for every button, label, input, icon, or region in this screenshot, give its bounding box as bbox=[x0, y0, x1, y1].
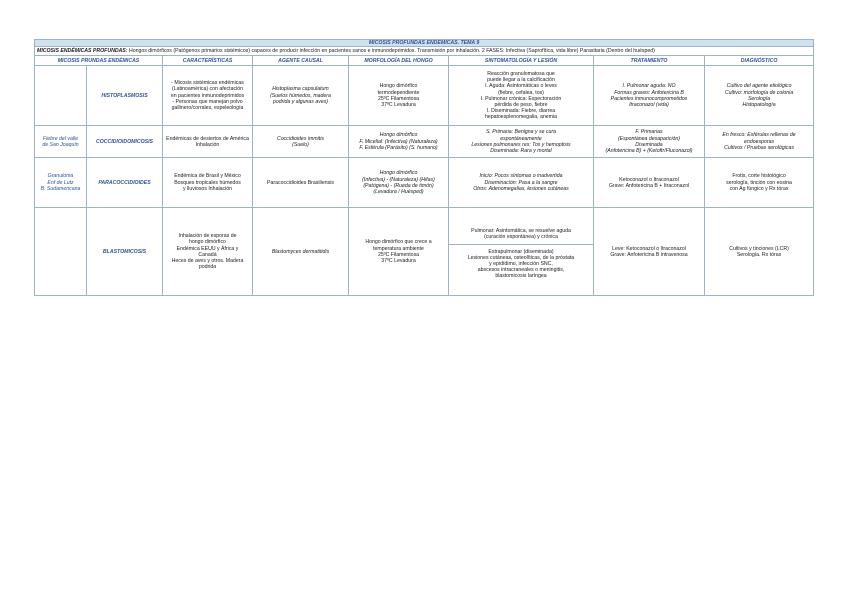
cell-text-line: abscesos intracraneales o meningitis, bbox=[477, 267, 565, 274]
table-row bbox=[35, 208, 814, 296]
cell-text-line: Cultivos / Pruebas serológicas bbox=[724, 144, 794, 151]
morphology-cell bbox=[349, 158, 449, 208]
cell-text-line: B. Sudamericana bbox=[40, 185, 81, 192]
cell-text-line: hongo dimórfico bbox=[189, 239, 226, 246]
cell-text-line: en pacientes inmunodeprimidos bbox=[170, 92, 245, 99]
cell-text-line: (Patógena) - (Rueda de timón) bbox=[363, 182, 434, 189]
causal-agent-cell bbox=[253, 158, 349, 208]
cell-text-line: 25ºC Filamentosa bbox=[377, 95, 420, 102]
treatment-cell bbox=[594, 66, 705, 126]
cell-text-line: - Micosis sistémicas endémicas bbox=[171, 80, 244, 87]
cell-text-line: 37ºC Levadura bbox=[381, 101, 416, 108]
cell-text-line: Canadá bbox=[198, 251, 217, 258]
cell-text-line: - Personas que manejan polvo bbox=[172, 98, 243, 105]
cell-text-line: F. Micelial: (Infectiva) (Naturaleza) bbox=[359, 138, 438, 145]
cell-text-line: Hongo dimórfico bbox=[379, 83, 418, 90]
causal-agent-cell bbox=[253, 126, 349, 158]
cell-text-line: temperatura ambiente bbox=[373, 245, 424, 252]
cell-text-line: F. Esférula (Parásito) (S. humano) bbox=[359, 144, 438, 151]
table-row bbox=[35, 158, 814, 208]
symptoms-pulmonary bbox=[449, 222, 593, 245]
cell-text-line: Otros: Adenomegalias, lesiones cutáneas bbox=[473, 185, 569, 192]
cell-text-line: Paracoccidioides Brasiliensis bbox=[267, 179, 334, 186]
cell-text-line: (Levadura / Huésped) bbox=[373, 188, 424, 195]
cell-text-line: Endémica de Brasil y México bbox=[174, 173, 241, 180]
cell-text-line: y lluviosos Inhalación bbox=[182, 185, 233, 192]
morphology-cell bbox=[349, 66, 449, 126]
cell-text-line: Enf de Lutz bbox=[47, 179, 74, 186]
cell-text-line: Frotis, corte histológico bbox=[732, 173, 786, 180]
cell-text-line: Hongo dimórfico bbox=[379, 132, 418, 139]
region-cell bbox=[35, 158, 87, 208]
cell-text-line: y epidídimo, infección SNC, bbox=[489, 261, 553, 268]
cell-text-line: Inicio: Pocos síntomas o inadvertida bbox=[479, 173, 563, 180]
diagnosis-cell bbox=[705, 66, 814, 126]
treatment-cell bbox=[594, 158, 705, 208]
cell-text-line: Pulmonar: Asintomática, se resuelve aguda bbox=[471, 227, 571, 234]
cell-text-line: Bosques tropicales húmedos bbox=[174, 179, 241, 186]
cell-text-line: pérdida de peso, fiebre bbox=[494, 101, 548, 108]
disease-name: PARACOCCIDIOIDES bbox=[87, 158, 163, 208]
cell-text-line: (fiebre, cefalea, tos) bbox=[498, 89, 544, 96]
table-row bbox=[35, 66, 814, 126]
cell-text-line: podrida y algunas aves) bbox=[272, 98, 329, 105]
endemic-mycoses-sheet bbox=[34, 39, 813, 296]
cell-text-line: I. Diseminada: Fiebre, diarrea bbox=[486, 107, 556, 114]
cell-text-line: Hongo dimórfico bbox=[379, 170, 418, 177]
cell-text-line: Grave: Anfotericina B + Itraconazol bbox=[608, 182, 690, 189]
column-header-row bbox=[35, 56, 814, 66]
cell-text-line: Grave: Anfotericina B intravenosa bbox=[610, 251, 688, 258]
cell-text-line: puede llegar a la calcificación bbox=[487, 77, 555, 84]
intro-text: Hongos dimórficos (Patógenos primarios sistémicos) capaces de producir infección en pacientes sanos e inmunodeprimidos. Transmisión por inhalación. 2 FASES: Infectiva (Saprofítica, vida libre) Parasitaria (Dentro del huésped) bbox=[127, 48, 655, 55]
cell-text-line: Histoplasma capsulatum bbox=[272, 86, 329, 93]
cell-text-line: Fiebre del valle bbox=[42, 135, 79, 142]
cell-text-line: 37ºC Levadura bbox=[381, 257, 416, 264]
cell-text-line: blastomicosis laríngea bbox=[495, 273, 547, 280]
cell-text-line: con Ag fúngico y Rx tórax bbox=[729, 185, 789, 192]
cell-text-line: espontáneamente bbox=[500, 135, 542, 142]
column-header: MORFOLOGÍA DEL HONGO bbox=[349, 56, 449, 66]
symptoms-cell bbox=[449, 208, 594, 296]
column-header: SINTOMATOLOGÍA Y LESIÓN bbox=[449, 56, 594, 66]
cell-text-line: Diseminada: Rara y mortal bbox=[490, 147, 552, 154]
symptoms-cell bbox=[449, 158, 594, 208]
column-header: CARACTERÍSTICAS bbox=[163, 56, 253, 66]
disease-name: COCCIDIOIDOMICOSIS bbox=[87, 126, 163, 158]
cell-text-line: Coccidioides immitis bbox=[277, 135, 324, 142]
cell-text-line: Leve: Ketoconazol o Itraconazol bbox=[612, 245, 686, 252]
cell-text-line: F. Primarias bbox=[635, 129, 663, 136]
cell-text-line: Diseminación: Pasa a la sangre bbox=[484, 179, 558, 186]
column-header: MICOSIS PRUNDAS ENDÉMICAS bbox=[35, 56, 163, 66]
characteristics-cell bbox=[163, 208, 253, 296]
cell-text-line: (Suelos húmedos, madera bbox=[270, 92, 331, 99]
cell-text-line: Cultivo del agente etiológico bbox=[726, 83, 792, 90]
cell-text-line: endoesporas bbox=[744, 138, 775, 145]
region-cell bbox=[35, 208, 87, 296]
cell-text-line: Inhalación bbox=[195, 141, 220, 148]
cell-text-line: Histopatología bbox=[742, 101, 776, 108]
cell-text-line: gallinero/corrales, espeleología bbox=[171, 104, 244, 111]
cell-text-line: Serología. Rx tórax bbox=[736, 251, 782, 258]
diagnosis-cell bbox=[705, 208, 814, 296]
intro-definition bbox=[35, 47, 814, 56]
cell-text-line: Inhalación de esporas de bbox=[178, 233, 237, 240]
cell-text-line: 25ºC Filamentosa bbox=[377, 251, 420, 258]
mycoses-table bbox=[34, 39, 814, 296]
characteristics-cell bbox=[163, 66, 253, 126]
cell-text-line: (Suelo) bbox=[292, 141, 309, 148]
intro-label: MICOSIS ENDÉMICAS PROFUNDAS: bbox=[37, 48, 128, 55]
cell-text-line: (Infectiva) - (Naturaleza) (Hifas) bbox=[362, 176, 435, 183]
cell-text-line: (Anfotericina B) + (Ketoftr/Fluconazol) bbox=[605, 147, 693, 154]
table-row bbox=[35, 126, 814, 158]
cell-text-line: (curación espontánea) y crónica bbox=[484, 233, 558, 240]
cell-text-line: podrida bbox=[198, 263, 217, 270]
cell-text-line: Formas graves: Anfotericina B bbox=[614, 89, 684, 96]
cell-text-line: Lesiones cutáneas, osteolíticas, de la próstata bbox=[467, 255, 575, 262]
cell-text-line: Lesiones pulmonares res: Tos y hemoptisis bbox=[471, 141, 571, 148]
cell-text-line: I. Pulmonar crónica: Expectoración bbox=[480, 95, 562, 102]
column-header: AGENTE CAUSAL bbox=[253, 56, 349, 66]
cell-text-line: Itraconazol (vida) bbox=[629, 101, 669, 108]
cell-text-line: Endémica EEUU y África y bbox=[176, 245, 239, 252]
cell-text-line: En fresco: Esférulas rellenas de bbox=[722, 132, 796, 139]
characteristics-cell bbox=[163, 158, 253, 208]
cell-text-line: I. Aguda: Asintomáticas o leves bbox=[485, 83, 557, 90]
column-header: DIAGNÓSTICO bbox=[705, 56, 814, 66]
cell-text-line: Reacción granulomatosa que bbox=[487, 71, 555, 78]
cell-text-line: Hongo dimórfico que crece a bbox=[365, 239, 432, 246]
treatment-cell bbox=[594, 208, 705, 296]
causal-agent-cell bbox=[253, 66, 349, 126]
region-cell bbox=[35, 126, 87, 158]
diagnosis-cell bbox=[705, 126, 814, 158]
region-cell bbox=[35, 66, 87, 126]
cell-text-line: Granuloma bbox=[47, 173, 74, 180]
characteristics-cell bbox=[163, 126, 253, 158]
cell-text-line: Endémicas de desiertos de América bbox=[166, 135, 249, 142]
cell-text-line: Ketoconazol o Itraconazol bbox=[619, 176, 679, 183]
cell-text-line: (Latinoamérica) con afectación bbox=[172, 86, 243, 93]
cell-text-line: Diseminada bbox=[635, 141, 663, 148]
symptoms-extrapulmonary bbox=[449, 245, 593, 281]
cell-text-line: serología, tinción con eosina bbox=[726, 179, 792, 186]
symptoms-cell bbox=[449, 66, 594, 126]
cell-text-line: de San Joaquín bbox=[42, 141, 79, 148]
cell-text-line: Cultivos y tinciones (LCR) bbox=[729, 245, 789, 252]
cell-text-line: Cultivo: morfología de colonia bbox=[724, 89, 794, 96]
diagnosis-cell bbox=[705, 158, 814, 208]
disease-name: BLASTOMICOSIS bbox=[87, 208, 163, 296]
cell-text-line: Extrapulmonar (diseminada) bbox=[488, 248, 554, 255]
cell-text-line: Heces de aves y otros. Madera bbox=[171, 257, 244, 264]
table-title: MICOSIS PROFUNDAS ENDÉMICAS. TEMA 9 bbox=[35, 40, 814, 47]
treatment-cell bbox=[594, 126, 705, 158]
cell-text-line: termodependiente bbox=[377, 89, 420, 96]
causal-agent-cell bbox=[253, 208, 349, 296]
cell-text-line: I. Pulmonar aguda: NO bbox=[622, 83, 676, 90]
symptoms-cell bbox=[449, 126, 594, 158]
cell-text-line: Pacientes inmunocomprometidos bbox=[610, 95, 688, 102]
morphology-cell bbox=[349, 208, 449, 296]
morphology-cell bbox=[349, 126, 449, 158]
cell-text-line: S. Primaria: Benigna y se cura bbox=[485, 129, 557, 136]
disease-name: HISTOPLASMOSIS bbox=[87, 66, 163, 126]
cell-text-line: hepatoesplenomegalia, anemia bbox=[484, 113, 558, 120]
cell-text-line: Blastomyces dermatitidis bbox=[271, 248, 330, 255]
cell-text-line: (Espontánea desaparición) bbox=[617, 135, 680, 142]
column-header: TRATAMIENTO bbox=[594, 56, 705, 66]
cell-text-line: Serología bbox=[747, 95, 771, 102]
